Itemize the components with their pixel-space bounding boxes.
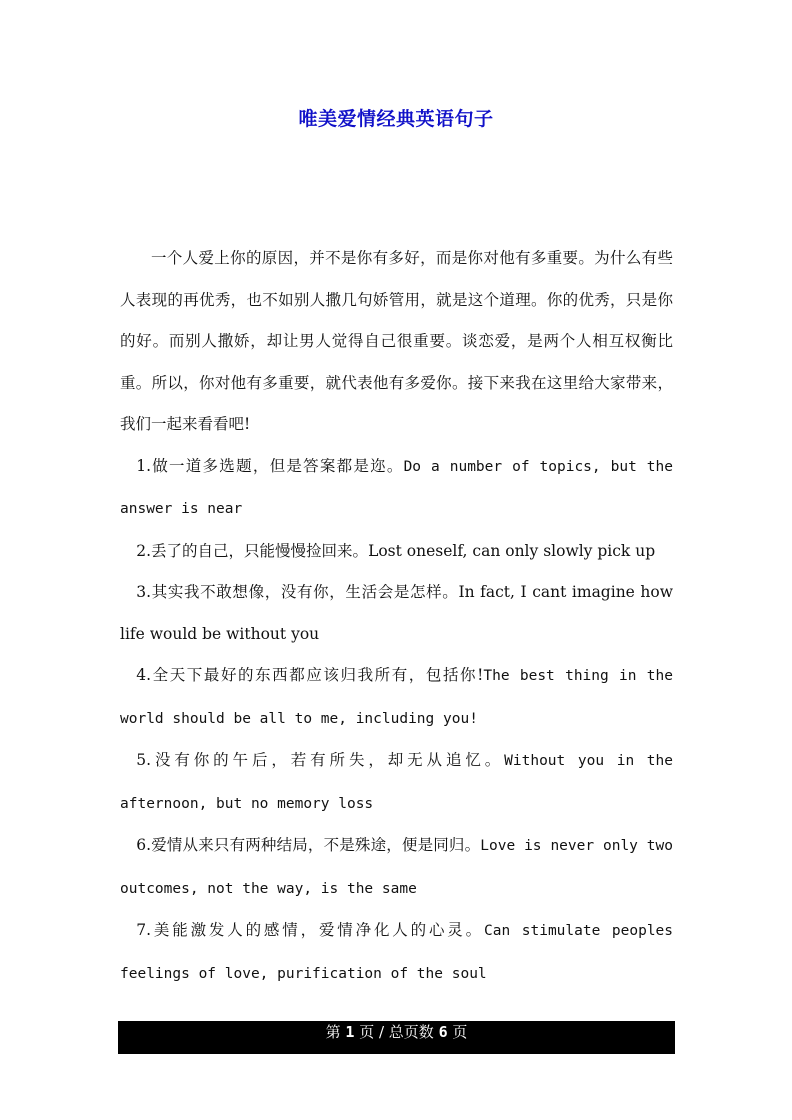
item-english: Can stimulate peoples feelings of love, purification of the soul — [120, 923, 674, 982]
item-english: The best thing in the world should be all to me, including you! — [120, 668, 673, 727]
list-item — [120, 446, 673, 531]
intro-paragraph: 一个人爱上你的原因，并不是你有多好，而是你对他有多重要。为什么有些人表现的再优秀，也不如别人撒几句娇管用，就是这个道理。你的优秀，只是你的好。而别人撒娇，却让男人觉得自己很重要。谈恋爱，是两个人相互权衡比重。所以，你对他有多重要，就代表他有多爱你。接下来我在这里给大家带来，我们一起来看看吧! — [120, 249, 673, 433]
footer-page-suffix: 页 — [452, 1023, 468, 1041]
item-english: Love is never only two outcomes, not the way, is the same — [120, 838, 673, 897]
item-chinese: 4.全天下最好的东西都应该归我所有，包括你! — [136, 666, 484, 684]
item-chinese: 3.其实我不敢想像，没有你，生活会是怎样。 — [136, 583, 459, 601]
footer-page-mid: 页 / 总页数 — [359, 1023, 434, 1041]
document-body — [120, 238, 673, 995]
item-english: Without you in the afternoon, but no memory loss — [120, 753, 673, 812]
page-footer — [118, 1021, 675, 1054]
item-chinese: 2.丢了的自己，只能慢慢捡回来。 — [136, 541, 369, 560]
footer-total-pages: 6 — [438, 1023, 448, 1041]
item-english: Lost oneself, can only slowly pick up — [368, 541, 656, 560]
item-chinese: 5.没有你的午后，若有所失，却无从追忆。 — [136, 751, 505, 769]
list-item — [120, 910, 673, 995]
item-chinese: 1.做一道多选题，但是答案都是迩。 — [136, 456, 404, 475]
list-item — [120, 740, 673, 825]
document-title: 唯美爱情经典英语句子 — [298, 108, 494, 130]
item-english: In fact, I cant imagine how life would be without you — [120, 583, 673, 643]
list-item — [120, 825, 673, 910]
item-chinese: 7.美能激发人的感情，爱情净化人的心灵。 — [136, 921, 484, 939]
item-english: Do a number of topics, but the answer is near — [120, 458, 673, 517]
item-chinese: 6.爱情从来只有两种结局，不是殊途，便是同归。 — [136, 836, 481, 854]
footer-page-number: 1 — [345, 1023, 355, 1041]
list-item — [120, 655, 673, 740]
list-item — [120, 572, 673, 655]
footer-page-prefix: 第 — [325, 1023, 341, 1041]
list-item — [120, 531, 673, 573]
